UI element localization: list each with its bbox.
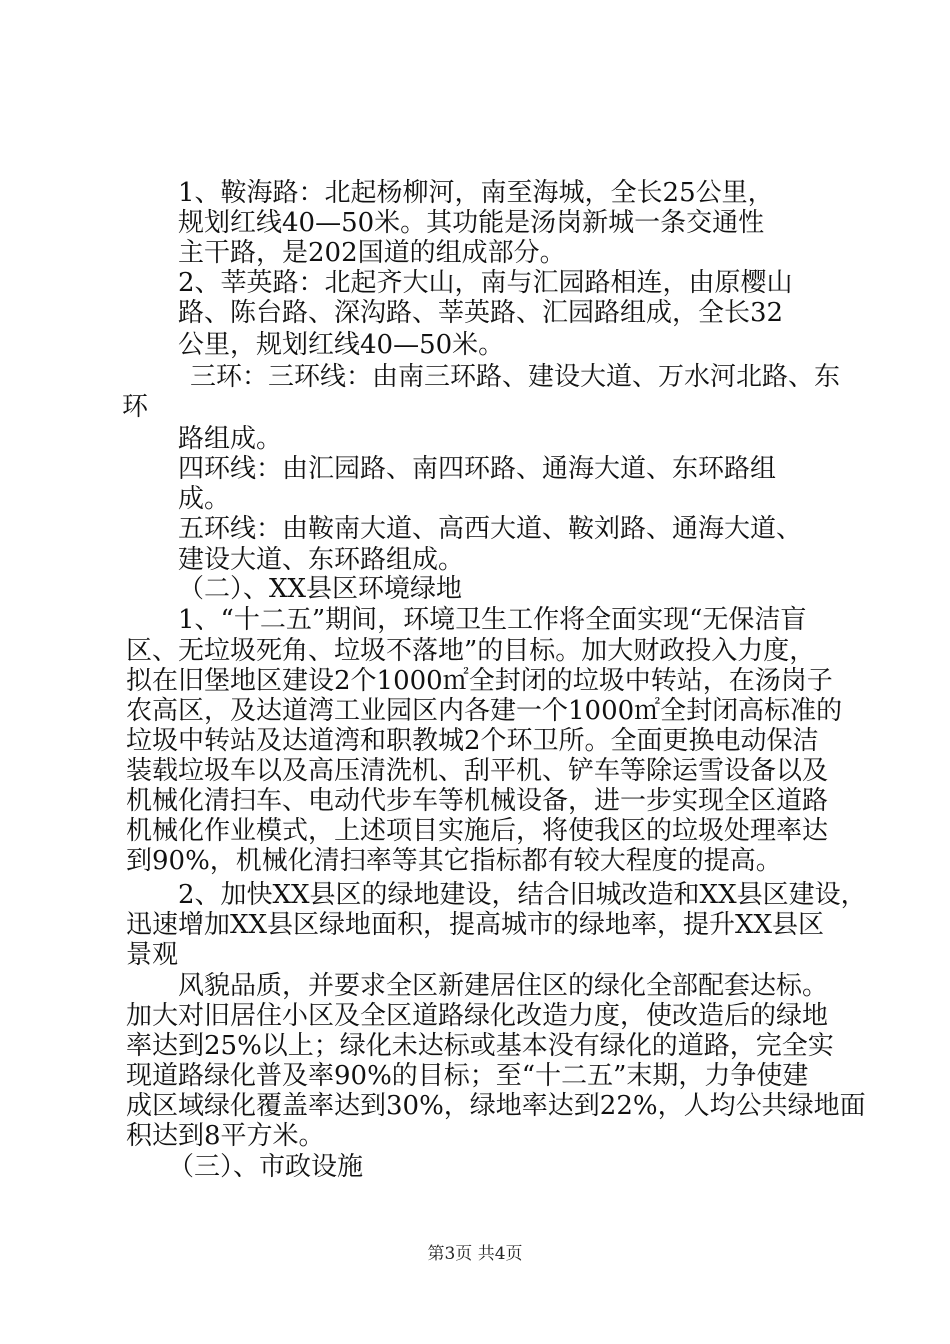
text-line: 路组成。 (178, 424, 283, 454)
text-line: 四环线：由汇园路、南四环路、通海大道、东环路组 (178, 454, 777, 484)
text-line: 公里，规划红线40—50米。 (178, 330, 505, 360)
text-line: 1、鞍海路：北起杨柳河，南至海城，全长25公里， (178, 178, 774, 208)
text-line: 现道路绿化普及率90%的目标；至“十二五”末期，力争使建 (126, 1061, 809, 1091)
text-line: 环 (122, 392, 149, 422)
text-line: 成。 (178, 484, 231, 514)
text-line: 1、“十二五”期间，环境卫生工作将全面实现“无保洁盲 (178, 605, 807, 635)
text-line: 积达到8平方米。 (126, 1121, 325, 1151)
section-heading: （二）、XX县区环境绿地 (178, 574, 463, 604)
text-line: 垃圾中转站及达道湾和职教城2个环卫所。全面更换电动保洁 (126, 726, 819, 756)
text-line: 规划红线40—50米。其功能是汤岗新城一条交通性 (178, 208, 765, 238)
text-line: 迅速增加XX县区绿地面积，提高城市的绿地率，提升XX县区 (126, 910, 825, 940)
page-footer: 第3页 共4页 (427, 1244, 523, 1264)
text-line: 加大对旧居住小区及全区道路绿化改造力度，使改造后的绿地 (126, 1001, 829, 1031)
text-line: 农高区，及达道湾工业园区内各建一个1000㎡全封闭高标准的 (126, 696, 843, 726)
text-line: 风貌品质，并要求全区新建居住区的绿化全部配套达标。 (178, 971, 829, 1001)
text-line: 五环线：由鞍南大道、高西大道、鞍刘路、通海大道、 (178, 514, 803, 544)
text-line: 主干路，是202国道的组成部分。 (178, 238, 566, 268)
text-line: 三环：三环线：由南三环路、建设大道、万水河北路、东 (190, 362, 841, 392)
text-line: 到90%，机械化清扫率等其它指标都有较大程度的提高。 (126, 846, 782, 876)
text-line: 区、无垃圾死角、垃圾不落地”的目标。加大财政投入力度， (126, 636, 816, 666)
text-line: 景观 (126, 940, 179, 970)
text-line: 2、莘英路：北起齐大山，南与汇园路相连，由原樱山 (178, 268, 793, 298)
text-line: 机械化作业模式，上述项目实施后，将使我区的垃圾处理率达 (126, 816, 829, 846)
text-line: 拟在旧堡地区建设2个1000㎡全封闭的垃圾中转站，在汤岗子 (126, 666, 833, 696)
text-line: 机械化清扫车、电动代步车等机械设备，进一步实现全区道路 (126, 786, 829, 816)
text-line: 路、陈台路、深沟路、莘英路、汇园路组成，全长32 (178, 298, 784, 328)
section-heading: （三）、市政设施 (168, 1152, 364, 1182)
text-line: 成区域绿化覆盖率达到30%，绿地率达到22%，人均公共绿地面 (126, 1091, 866, 1121)
text-line: 建设大道、东环路组成。 (178, 545, 465, 575)
text-line: 装载垃圾车以及高压清洗机、刮平机、铲车等除运雪设备以及 (126, 756, 829, 786)
text-line: 2、加快XX县区的绿地建设，结合旧城改造和XX县区建设， (178, 880, 867, 910)
text-line: 率达到25%以上；绿化未达标或基本没有绿化的道路，完全实 (126, 1031, 834, 1061)
